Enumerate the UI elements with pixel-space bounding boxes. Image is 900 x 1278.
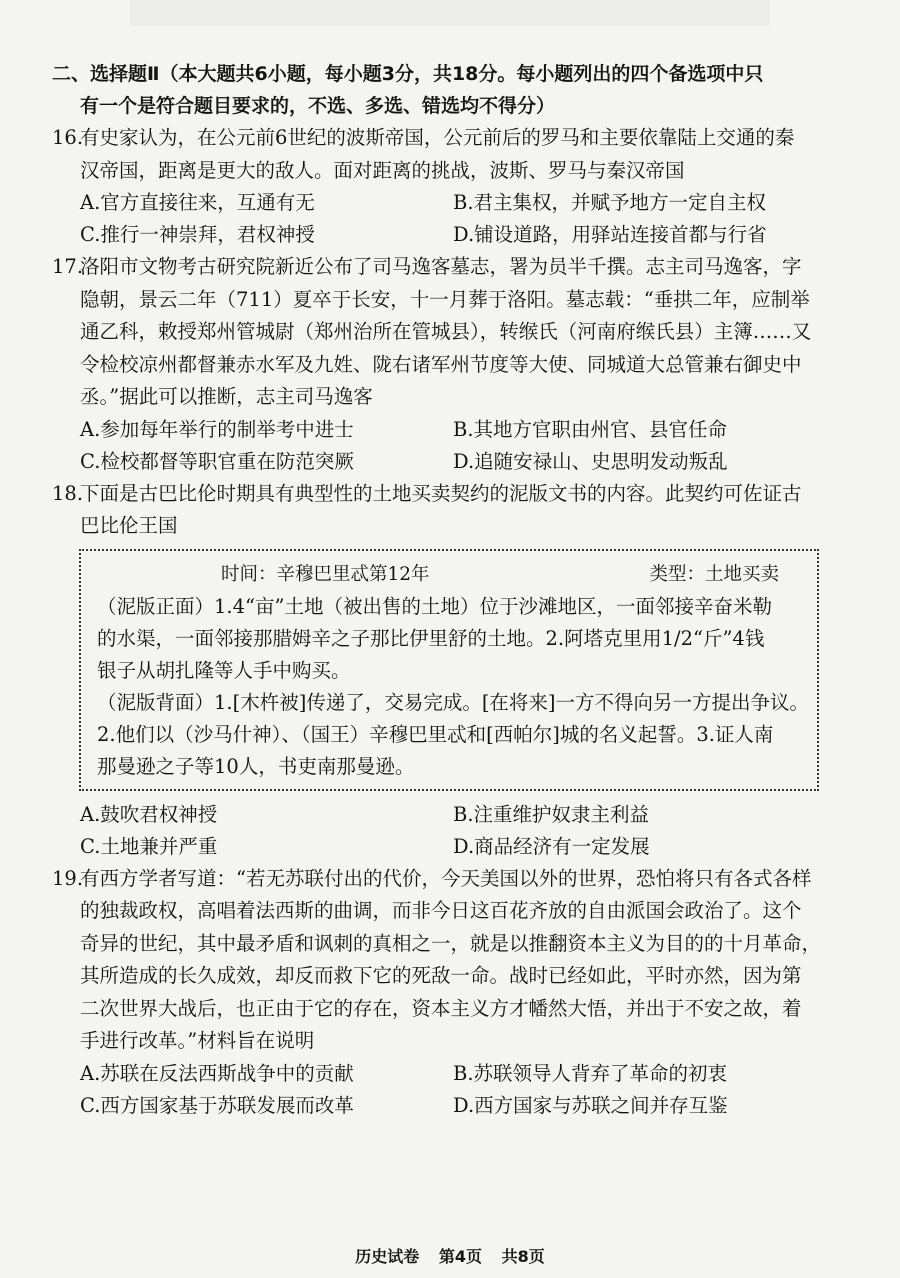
footer-page-number: 第4页 [438,1247,482,1266]
section-heading [52,58,852,122]
options [52,414,852,478]
contract-text-box [79,549,819,791]
question-number: 19. [52,866,84,890]
option-a[interactable]: A.鼓吹君权神授 [80,802,218,826]
stem-line: 令检校凉州都督兼赤水军及九姓、陇右诸军州节度等大使、同城道大总管兼右御史中 [80,352,802,376]
options [52,1058,852,1122]
stem-line: 手进行改革。”材料旨在说明 [80,1029,315,1052]
option-d[interactable]: D.商品经济有一定发展 [453,834,650,858]
option-a[interactable]: A.官方直接往来，互通有无 [80,191,315,214]
stem-line: 的独裁政权，高唱着法西斯的曲调，而非今日这百花齐放的自由派国会政治了。这个 [80,899,802,922]
question-number: 16. [52,126,84,149]
contract-line: 的水渠，一面邻接那腊姆辛之子那比伊里舒的土地。2.阿塔克里用1/2“斤”4钱 [97,626,765,650]
top-margin-strip [130,0,770,26]
stem-line: 洛阳市文物考古研究院新近公布了司马逸客墓志，署为员半千撰。志主司马逸客，字 [80,255,802,278]
question-stem [52,122,852,187]
question-stem [52,863,852,1058]
contract-header [97,559,801,591]
stem-line: 汉帝国，距离是更大的敌人。面对距离的挑战，波斯、罗马与秦汉帝国 [80,158,685,182]
footer-subject: 历史试卷 [355,1247,420,1266]
option-b[interactable]: B.苏联领导人背弃了革命的初衷 [453,1061,728,1085]
stem-line: 二次世界大战后，也正由于它的存在，资本主义方才幡然大悟，并出于不安之故，着 [80,996,802,1020]
contract-line: 那曼逊之子等10人，书吏南那曼逊。 [97,754,415,778]
option-c[interactable]: C.检校都督等职官重在防范突厥 [80,449,354,473]
contract-type: 类型：土地买卖 [649,563,779,585]
option-c[interactable]: C.西方国家基于苏联发展而改革 [80,1093,354,1117]
exam-page [52,58,852,1122]
stem-line: 下面是古巴比伦时期具有典型性的土地买卖契约的泥版文书的内容。此契约可佐证古 [80,481,802,505]
option-a[interactable]: A.苏联在反法西斯战争中的贡献 [80,1061,354,1085]
option-d[interactable]: D.铺设道路，用驿站连接首都与行省 [453,223,767,246]
question-stem [52,251,852,414]
stem-line: 有西方学者写道：“若无苏联付出的代价，今天美国以外的世界，恐怕将只有各式各样 [80,866,812,890]
footer-page-total: 共8页 [501,1247,545,1266]
stem-line: 奇异的世纪，其中最矛盾和讽刺的真相之一，就是以推翻资本主义为目的的十月革命， [80,931,822,955]
option-b[interactable]: B.注重维护奴隶主利益 [453,802,650,826]
stem-line: 有史家认为，在公元前6世纪的波斯帝国，公元前后的罗马和主要依靠陆上交通的秦 [80,126,795,149]
question-16 [52,122,852,251]
option-a[interactable]: A.参加每年举行的制举考中进士 [80,417,354,441]
options [52,187,852,251]
option-d[interactable]: D.追随安禄山、史思明发动叛乱 [453,449,728,473]
stem-line: 隐朝，景云二年（711）夏卒于长安，十一月葬于洛阳。墓志载：“垂拱二年，应制举 [80,287,810,311]
question-17 [52,251,852,478]
option-c[interactable]: C.土地兼并严重 [80,834,218,858]
stem-line: 丞。”据此可以推断，志主司马逸客 [80,385,373,408]
stem-line: 其所造成的长久成效，却反而救下它的死敌一命。战时已经如此，平时亦然，因为第 [80,964,802,987]
contract-line: （泥版正面）1.4“亩”土地（被出售的土地）位于沙滩地区，一面邻接辛奋米勒 [97,594,772,618]
question-18 [52,478,852,863]
contract-line: （泥版背面）1.[木杵被]传递了，交易完成。[在将来]一方不得向另一方提出争议。 [97,690,810,714]
contract-time: 时间：辛穆巴里忒第12年 [221,563,430,585]
question-number: 18. [52,481,84,505]
page-footer [0,1244,900,1267]
option-b[interactable]: B.其地方官职由州官、县官任命 [453,417,728,441]
contract-line: 银子从胡扎隆等人手中购买。 [97,658,351,682]
question-19 [52,863,852,1122]
question-stem [52,478,852,543]
stem-line: 巴比伦王国 [80,514,178,537]
stem-line: 通乙科，敕授郑州管城尉（郑州治所在管城县），转缑氏（河南府缑氏县）主簿……又 [80,320,812,343]
question-number: 17. [52,255,84,278]
option-b[interactable]: B.君主集权，并赋予地方一定自主权 [453,191,767,214]
section-heading-line-1: 二、选择题Ⅱ（本大题共6小题，每小题3分，共18分。每小题列出的四个备选项中只 [52,63,764,85]
options [52,799,852,863]
section-heading-line-2: 有一个是符合题目要求的，不选、多选、错选均不得分） [80,95,556,117]
option-c[interactable]: C.推行一神崇拜，君权神授 [80,223,315,246]
contract-line: 2.他们以（沙马什神）、（国王）辛穆巴里忒和[西帕尔]城的名义起誓。3.证人南 [97,722,774,746]
option-d[interactable]: D.西方国家与苏联之间并存互鉴 [453,1093,728,1117]
